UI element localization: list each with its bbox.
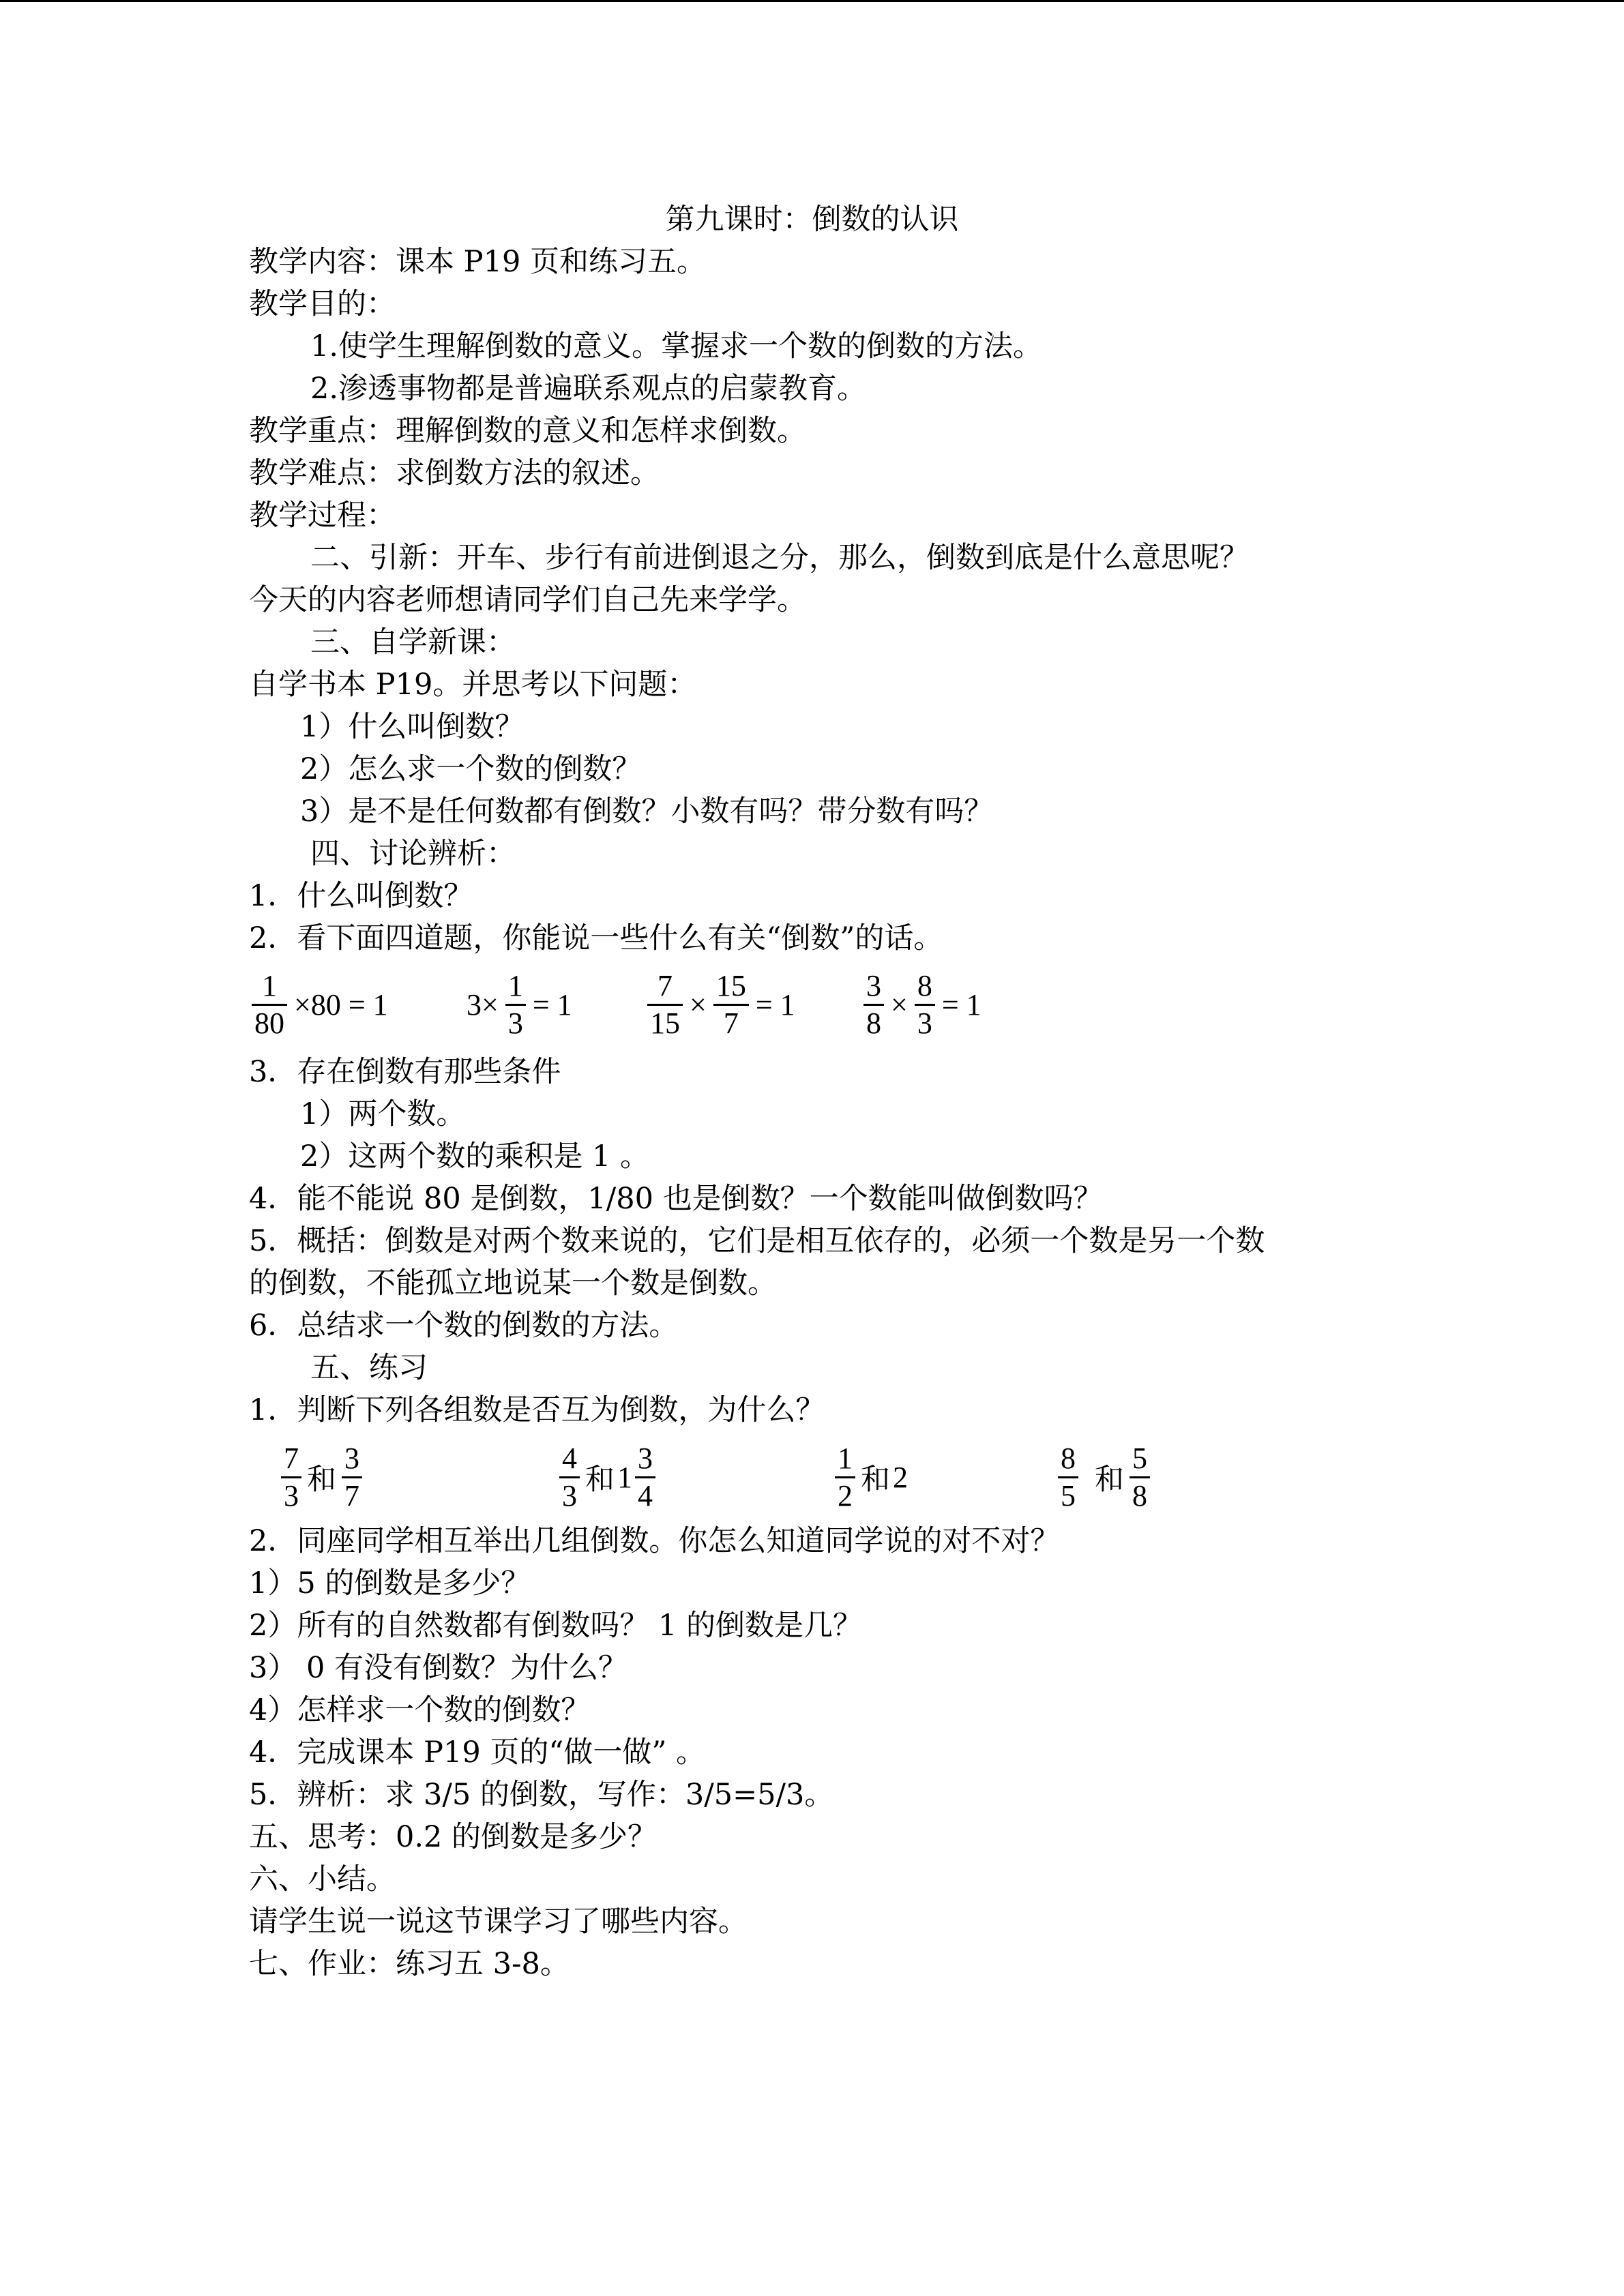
summary-heading: 六、小结。 [249,1862,396,1896]
goal-2: 2.渗透事物都是普遍联系观点的启蒙教育。 [310,372,867,406]
fraction: $\frac{7}{3}$ [281,1441,301,1514]
fraction: $\frac{3}{7}$ [342,1441,362,1514]
teaching-content: 教学内容：课本 P19 页和练习五。 [249,245,706,279]
thinking-section: 五、思考：0.2 的倒数是多少？ [249,1820,658,1854]
fraction: $\frac{3}{4}$ [635,1441,655,1514]
fraction: $\frac{7}{15}$ [647,968,683,1041]
fraction: $\frac{3}{8}$ [863,968,884,1041]
sub-question-4: 4）怎样求一个数的倒数？ [249,1693,591,1727]
discussion-heading: 四、讨论辨析： [310,837,516,871]
condition-2: 2）这两个数的乘积是 1 。 [300,1139,650,1174]
fraction: $\frac{8}{3}$ [915,968,935,1041]
fraction: $\frac{1}{80}$ [252,968,287,1041]
condition-1: 1）两个数。 [300,1097,466,1131]
fraction: $\frac{8}{5}$ [1058,1441,1078,1514]
intro-line: 二、引新：开车、步行有前进倒退之分，那么，倒数到底是什么意思呢？ [310,541,1249,575]
teaching-goals-heading: 教学目的： [249,287,396,321]
discussion-item-2: 2．看下面四道题，你能说一些什么有关“倒数”的话。 [249,921,943,955]
fraction: $\frac{1}{2}$ [835,1441,855,1514]
discussion-item-3: 3．存在倒数有那些条件 [249,1055,561,1089]
discussion-item-6: 6．总结求一个数的倒数的方法。 [249,1309,679,1343]
discussion-item-5-cont: 的倒数，不能孤立地说某一个数是倒数。 [249,1266,777,1300]
intro-line-cont: 今天的内容老师想请同学们自己先来学学。 [249,583,806,617]
sub-question-2: 2）所有的自然数都有倒数吗？ 1 的倒数是几？ [249,1609,863,1643]
practice-item-5: 5．辨析：求 3/5 的倒数，写作：3/5=5/3。 [249,1778,834,1812]
pair-4: $\frac{8}{5}$ 和 $\frac{5}{8}$ [1055,1433,1153,1521]
question-3: 3）是不是任何数都有倒数？小数有吗？带分数有吗？ [300,794,994,829]
discussion-item-1: 1．什么叫倒数？ [249,879,473,913]
fraction: $\frac{4}{3}$ [559,1441,580,1514]
discussion-item-4: 4．能不能说 80 是倒数，1/80 也是倒数？一个数能叫做倒数吗？ [249,1182,1103,1216]
goal-1: 1.使学生理解倒数的意义。掌握求一个数的倒数的方法。 [310,329,1043,363]
equation-2: 3× $\frac{1}{3}$ = 1 [467,968,572,1040]
pair-1: $\frac{7}{3}$ 和 $\frac{3}{7}$ [278,1433,365,1521]
equation-3: $\frac{7}{15}$ × $\frac{15}{7}$ = 1 [645,960,799,1049]
key-point: 教学重点：理解倒数的意义和怎样求倒数。 [249,414,806,448]
equation-4: $\frac{3}{8}$ × $\frac{8}{3}$ = 1 [861,960,986,1049]
question-1: 1）什么叫倒数？ [300,710,525,744]
sub-question-1: 1）5 的倒数是多少？ [249,1566,531,1600]
sub-question-3: 3） 0 有没有倒数？为什么？ [249,1651,628,1685]
self-study-heading: 三、自学新课： [310,625,516,659]
self-study-task: 自学书本 P19。并思考以下问题： [249,668,697,702]
difficult-point: 教学难点：求倒数方法的叙述。 [249,456,660,490]
practice-item-4: 4．完成课本 P19 页的“做一做” 。 [249,1735,705,1770]
practice-heading: 五、练习 [310,1351,428,1385]
process-heading: 教学过程： [249,498,396,533]
homework: 七、作业：练习五 3-8。 [249,1947,570,1981]
fraction: $\frac{5}{8}$ [1130,1441,1150,1514]
equation-1: $\frac{1}{80}$ ×80 = 1 [249,960,392,1049]
practice-item-2: 2．同座同学相互举出几组倒数。你怎么知道同学说的对不对？ [249,1524,1060,1558]
practice-item-1: 1．判断下列各组数是否互为倒数，为什么？ [249,1393,825,1427]
fraction: $\frac{1}{3}$ [505,968,526,1041]
summary-text: 请学生说一说这节课学习了哪些内容。 [249,1905,748,1939]
pair-2: $\frac{4}{3}$ 和 1 $\frac{3}{4}$ [557,1433,658,1521]
question-2: 2）怎么求一个数的倒数？ [300,752,642,786]
page-title: 第九课时：倒数的认识 [665,203,959,237]
pair-3: $\frac{1}{2}$ 和 2 [832,1433,908,1521]
discussion-item-5: 5．概括：倒数是对两个数来说的，它们是相互依存的，必须一个数是另一个数 [249,1224,1265,1258]
fraction: $\frac{15}{7}$ [713,968,749,1041]
